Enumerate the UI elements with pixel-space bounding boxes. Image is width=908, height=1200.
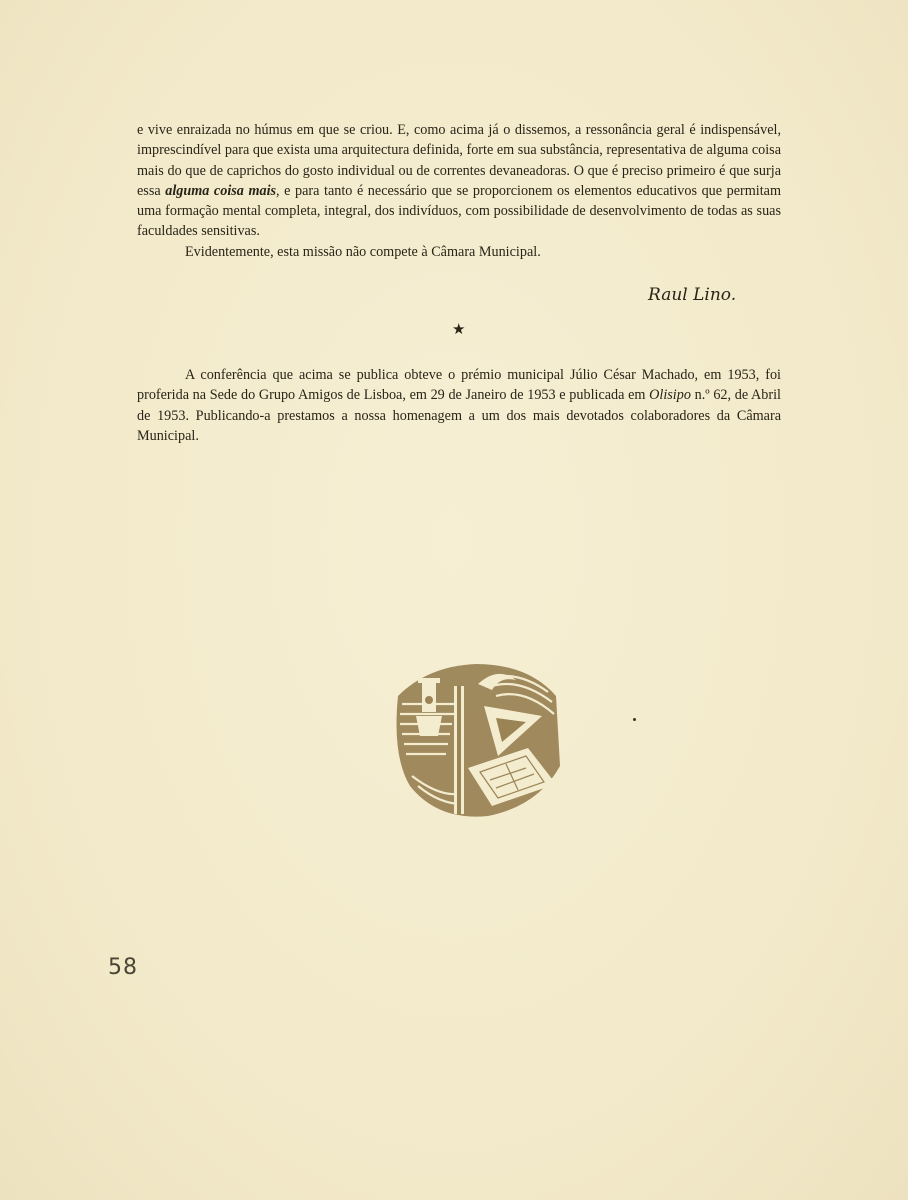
editorial-note xyxy=(137,365,781,446)
architecture-vignette-icon xyxy=(388,656,564,826)
ink-speck xyxy=(633,718,636,721)
note-text-b: n.º 62, de Abril de 1953. Publicando-a prestamos a nossa homenagem a um dos mais devotados colaboradores da Câmara Municipal. xyxy=(137,387,781,444)
body-text xyxy=(137,120,781,262)
emphasis-phrase: alguma coisa mais xyxy=(165,182,277,199)
note-text-a: A conferência que acima se publica obteve o prémio municipal Júlio César Machado, em 1953, foi proferida na Sede do Grupo Amigos de Lisboa, em 29 de Janeiro de 1953 e publicada em xyxy=(137,367,781,404)
journal-title: Olisipo xyxy=(649,387,691,404)
page-number: 58 xyxy=(108,955,138,980)
author-signature: Raul Lino. xyxy=(648,285,737,305)
paragraph-1-text-a: e vive enraizada no húmus em que se criou. E, como acima já o dissemos, a ressonância geral é indispensável, imprescindível para que exista uma arquitectura definida, forte em sua substância, representativa de alguma coisa mais do que de caprichos do gosto individual ou de correntes devaneadoras. O que é preciso primeiro é que surja essa xyxy=(137,122,781,199)
paragraph-2: Evidentemente, esta missão não compete à Câmara Municipal. xyxy=(185,243,541,260)
star-separator-icon: ★ xyxy=(452,322,466,338)
paragraph-1-text-b: , e para tanto é necessário que se proporcionem os elementos educativos que permitam uma formação mental completa, integral, dos indivíduos, com possibilidade de desenvolvimento de todas as suas faculdades sensitivas. xyxy=(137,182,781,240)
paragraph-1 xyxy=(137,120,781,242)
note-paragraph xyxy=(137,365,781,446)
